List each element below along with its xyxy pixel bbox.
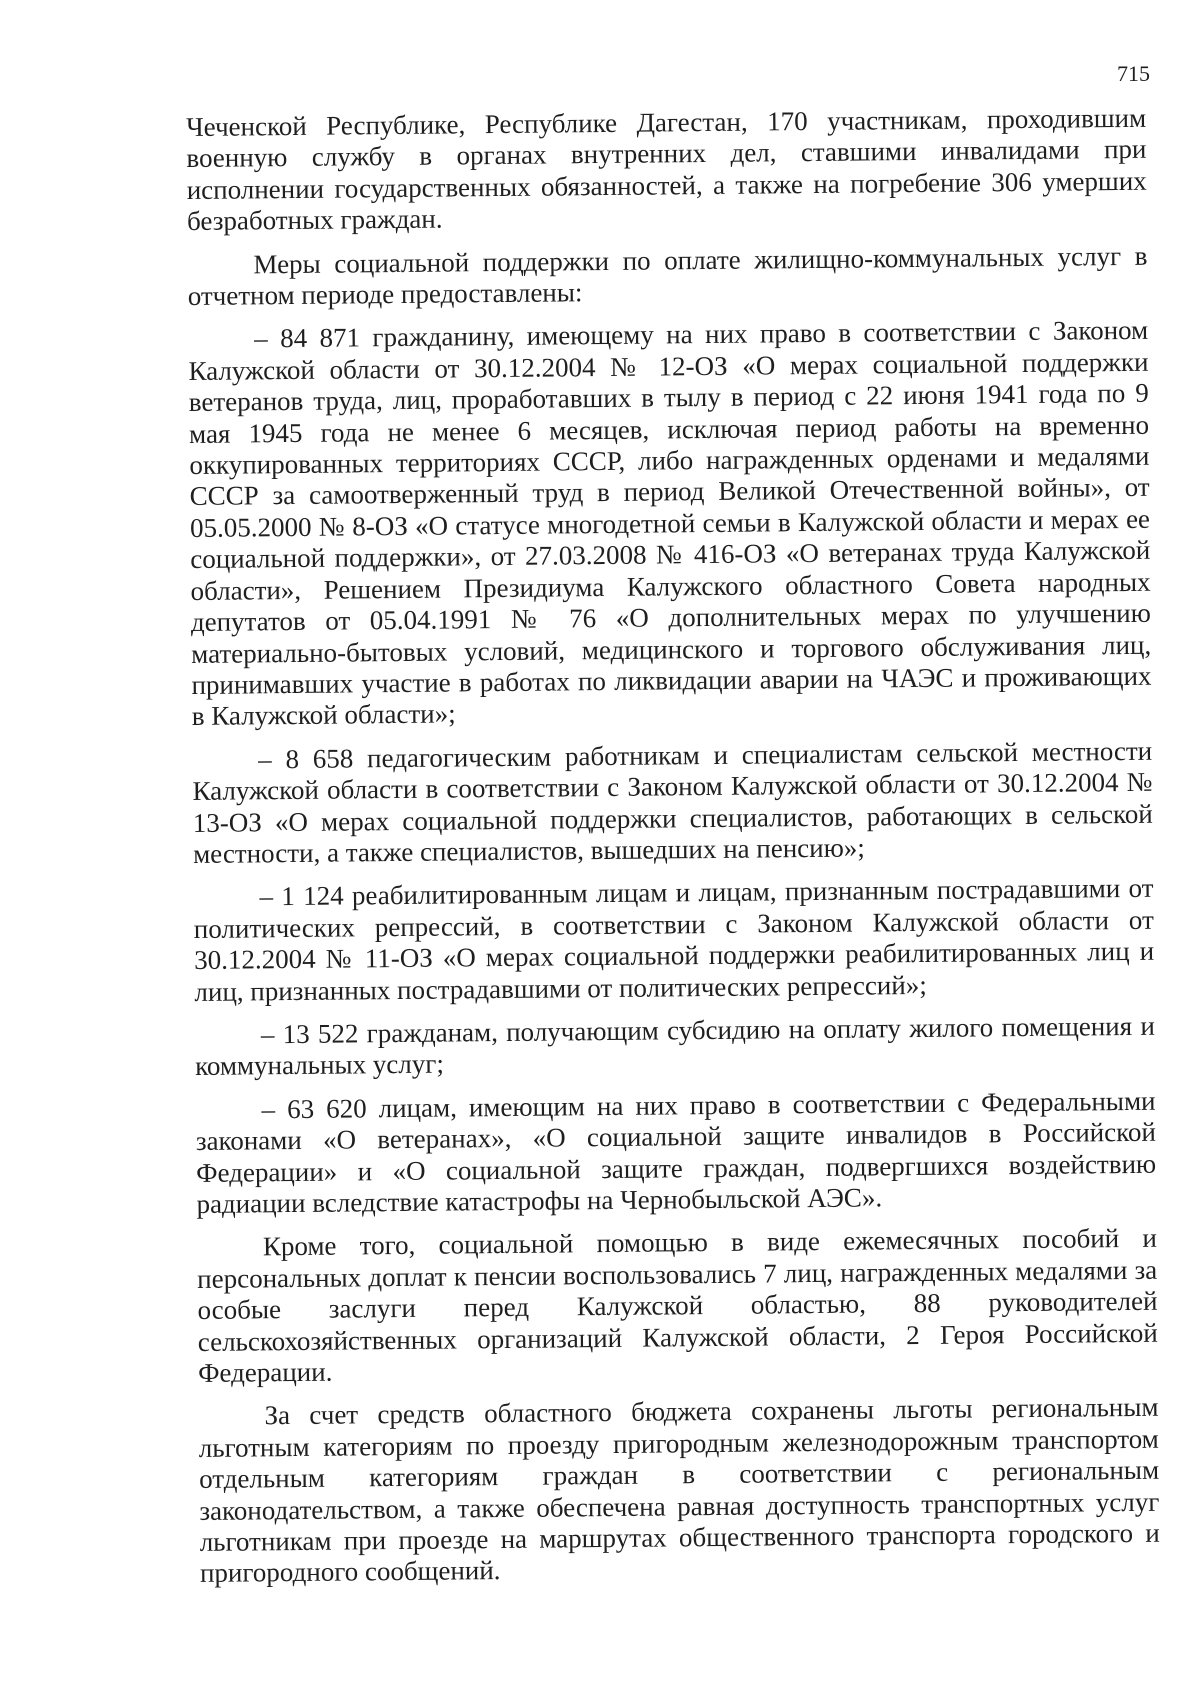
list-item-rehabilitated-persons: – 1 124 реабилитированным лицам и лицам, признанным пострадавшими от политических репрессий, в соответствии с Законом Калужской области от 30.12.2004 № 11-ОЗ «О мерах социальной поддержки реабилитированных лиц и лиц, признанных пострадавшими от политических репрессий»;: [193, 873, 1155, 1007]
paragraph-monthly-allowances: Кроме того, социальной помощью в виде ежемесячных пособий и персональных доплат к пенсии воспользовались 7 лиц, награжденных медалями за особые заслуги перед Калужской областью, 88 руководителей сельскохозяйственных организаций Калужской области, 2 Героя Российской Федерации.: [197, 1223, 1158, 1388]
page-number: 715: [1117, 61, 1150, 86]
paragraph-housing-support-intro: Меры социальной поддержки по оплате жилищно-коммунальных услуг в отчетном периоде предоставлены:: [187, 240, 1148, 312]
paragraph-continuation: Чеченской Республике, Республике Дагестан, 170 участникам, проходившим военную службу в органах внутренних дел, ставшими инвалидами при исполнении государственных обязанностей, а также на погребение 306 умерших безработных граждан.: [186, 102, 1147, 237]
document-body: [186, 103, 1160, 1602]
paragraph-transport-benefits: За счет средств областного бюджета сохранены льготы региональным льготным категориям по проезду пригородным железнодорожным транспортом отдельным категориям граждан в соответствии с региональным законодательством, а также обеспечена равная доступность транспортных услуг льготникам при проезде на маршрутах общественного транспорта городского и пригородного сообщений.: [198, 1392, 1160, 1589]
list-item-veterans-labor: – 84 871 гражданину, имеющему на них право в соответствии с Законом Калужской области от 30.12.2004 № 12-ОЗ «О мерах социальной поддержки ветеранов труда, лиц, проработавших в тылу в период с 22 июня 1941 года по 9 мая 1945 года не менее 6 месяцев, исключая период работы на временно оккупированных территориях СССР, либо награжденных орденами и медалями СССР за самоотверженный труд в период Великой Отечественной войны», от 05.05.2000 № 8-ОЗ «О статусе многодетной семьи в Калужской области и мерах ее социальной поддержки», от 27.03.2008 № 416-ОЗ «О ветеранах труда Калужской области», Решением Президиума Калужского областного Совета народных депутатов от 05.04.1991 № 76 «О дополнительных мерах по улучшению материально-бытовых условий, медицинского и торгового обслуживания лиц, принимавших участие в работах по ликвидации аварии на ЧАЭС и проживающих в Калужской области»;: [188, 315, 1152, 732]
list-item-rural-specialists: – 8 658 педагогическим работникам и специалистам сельской местности Калужской области в соответствии с Законом Калужской области от 30.12.2004 № 13-ОЗ «О мерах социальной поддержки специалистов, работающих в сельской местности, а также специалистов, вышедших на пенсию»;: [192, 735, 1153, 869]
list-item-federal-laws: – 63 620 лицам, имеющим на них право в соответствии с Федеральными законами «О ветеранах», «О социальной защите инвалидов в Российской Федерации» и «О социальной защите граждан, подвергшихся воздействию радиации вследствие катастрофы на Чернобыльской АЭС».: [195, 1085, 1157, 1219]
list-item-housing-subsidy: – 13 522 гражданам, получающим субсидию на оплату жилого помещения и коммунальных услуг;: [195, 1010, 1155, 1082]
